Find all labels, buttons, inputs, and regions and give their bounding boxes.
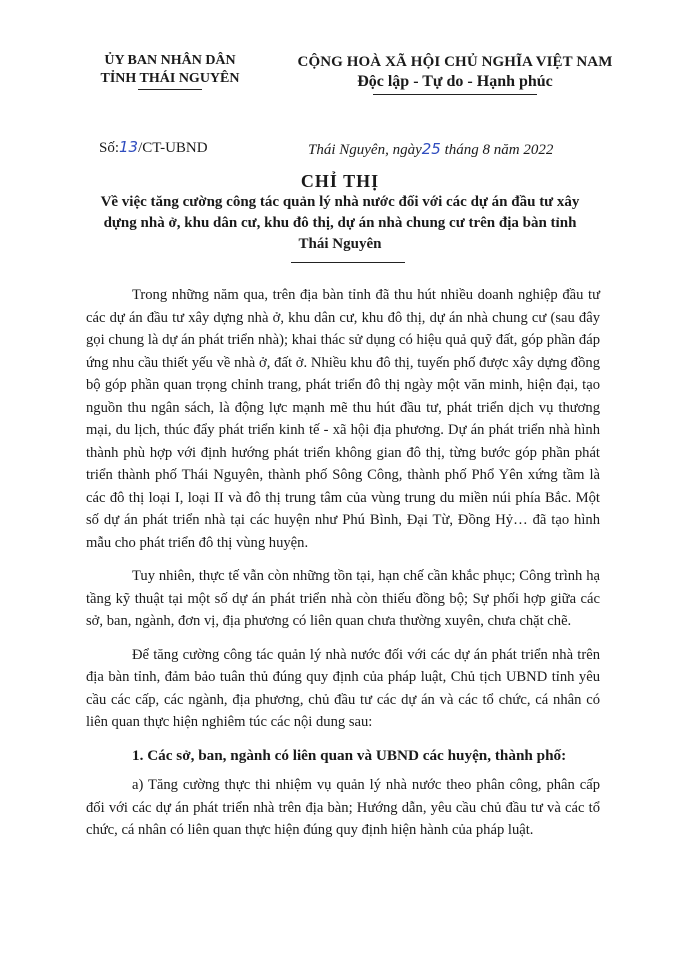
agency-line-2: TỈNH THÁI NGUYÊN (100, 71, 240, 86)
doc-number-prefix: Số: (99, 140, 120, 156)
agency-line-1: ỦY BAN NHÂN DÂN (104, 53, 236, 68)
agency-underline (138, 89, 202, 90)
national-heading (280, 52, 630, 95)
motto-underline (373, 94, 537, 95)
date-day-handwritten: 25 (421, 140, 441, 158)
paragraph-intro: Trong những năm qua, trên địa bàn tỉnh đã thu hút nhiều doanh nghiệp đầu tư các dự án đầu tư xây dựng nhà ở, khu dân cư, khu đô thị, dự án nhà chung cư (sau đây gọi chung là dự án phát triển nhà); khai thác sử dụng có hiệu quả quỹ đất, góp phần đáp ứng nhu cầu thiết yếu về nhà ở, đất ở. Nhiều khu đô thị, tuyến phố được xây dựng đồng bộ góp phần quan trọng chỉnh trang, phát triển đô thị ngày một văn minh, hiện đại, tạo nguồn thu ngân sách, là động lực mạnh mẽ thu hút đầu tư, phát triển dịch vụ thương mại, du lịch, thúc đẩy phát triển kinh tế - xã hội địa phương. Dự án phát triển nhà hình thành phù hợp với định hướng phát triển không gian đô thị, từng bước góp phần phát triển thành phố Thái Nguyên, thành phố Sông Công, thành phố Phổ Yên xứng tầm là các đô thị loại I, loại II và đô thị trung tâm của vùng trung du miền núi phía Bắc. Một số dự án phát triển nhà tại các huyện như Phú Bình, Đại Từ, Đồng Hỷ… đã tạo hình mẫu cho phát triển đô thị vùng huyện. (86, 287, 600, 551)
issue-date (308, 140, 553, 159)
date-suffix: tháng 8 năm 2022 (444, 142, 554, 158)
issuing-agency (86, 52, 254, 90)
date-prefix: Thái Nguyên, ngày (308, 142, 422, 158)
document-number (99, 138, 208, 157)
country-name: CỘNG HOÀ XÃ HỘI CHỦ NGHĨA VIỆT NAM (297, 54, 613, 70)
document-body (86, 284, 600, 842)
document-title: CHỈ THỊ (300, 171, 380, 191)
paragraph-directive: Để tăng cường công tác quản lý nhà nước đối với các dự án phát triển nhà trên địa bàn tỉnh, đảm bảo tuân thủ đúng quy định của pháp luật, Chủ tịch UBND tỉnh yêu cầu các cấp, các ngành, địa phương, chủ đầu tư các dự án và các tổ chức, cá nhân có liên quan thực hiện nghiêm túc các nội dung sau: (86, 646, 600, 730)
motto: Độc lập - Tự do - Hạnh phúc (357, 73, 553, 90)
paragraph-limitations: Tuy nhiên, thực tế vẫn còn những tồn tại, hạn chế cần khắc phục; Công trình hạ tầng kỹ thuật tại một số dự án phát triển nhà còn thiếu đồng bộ; Sự phối hợp giữa các sở, ban, ngành, đơn vị, địa phương có liên quan chưa thường xuyên, chưa chặt chẽ. (86, 568, 600, 629)
document-subject: Về việc tăng cường công tác quản lý nhà nước đối với các dự án đầu tư xây dựng nhà ở, khu dân cư, khu đô thị, dự án nhà chung cư trên địa bàn tỉnh Thái Nguyên (100, 194, 580, 252)
item-a: a) Tăng cường thực thi nhiệm vụ quản lý nhà nước theo phân công, phân cấp đối với các dự án phát triển nhà trên địa bàn; Hướng dẫn, yêu cầu chủ đầu tư và các tổ chức, cá nhân có liên quan thực hiện đúng quy định hiện hành của pháp luật. (86, 777, 600, 838)
section-1-heading: 1. Các sở, ban, ngành có liên quan và UBND các huyện, thành phố: (132, 746, 567, 764)
doc-number-handwritten: 13 (119, 138, 139, 156)
doc-number-suffix: /CT-UBND (138, 140, 208, 156)
subject-underline (291, 262, 405, 263)
